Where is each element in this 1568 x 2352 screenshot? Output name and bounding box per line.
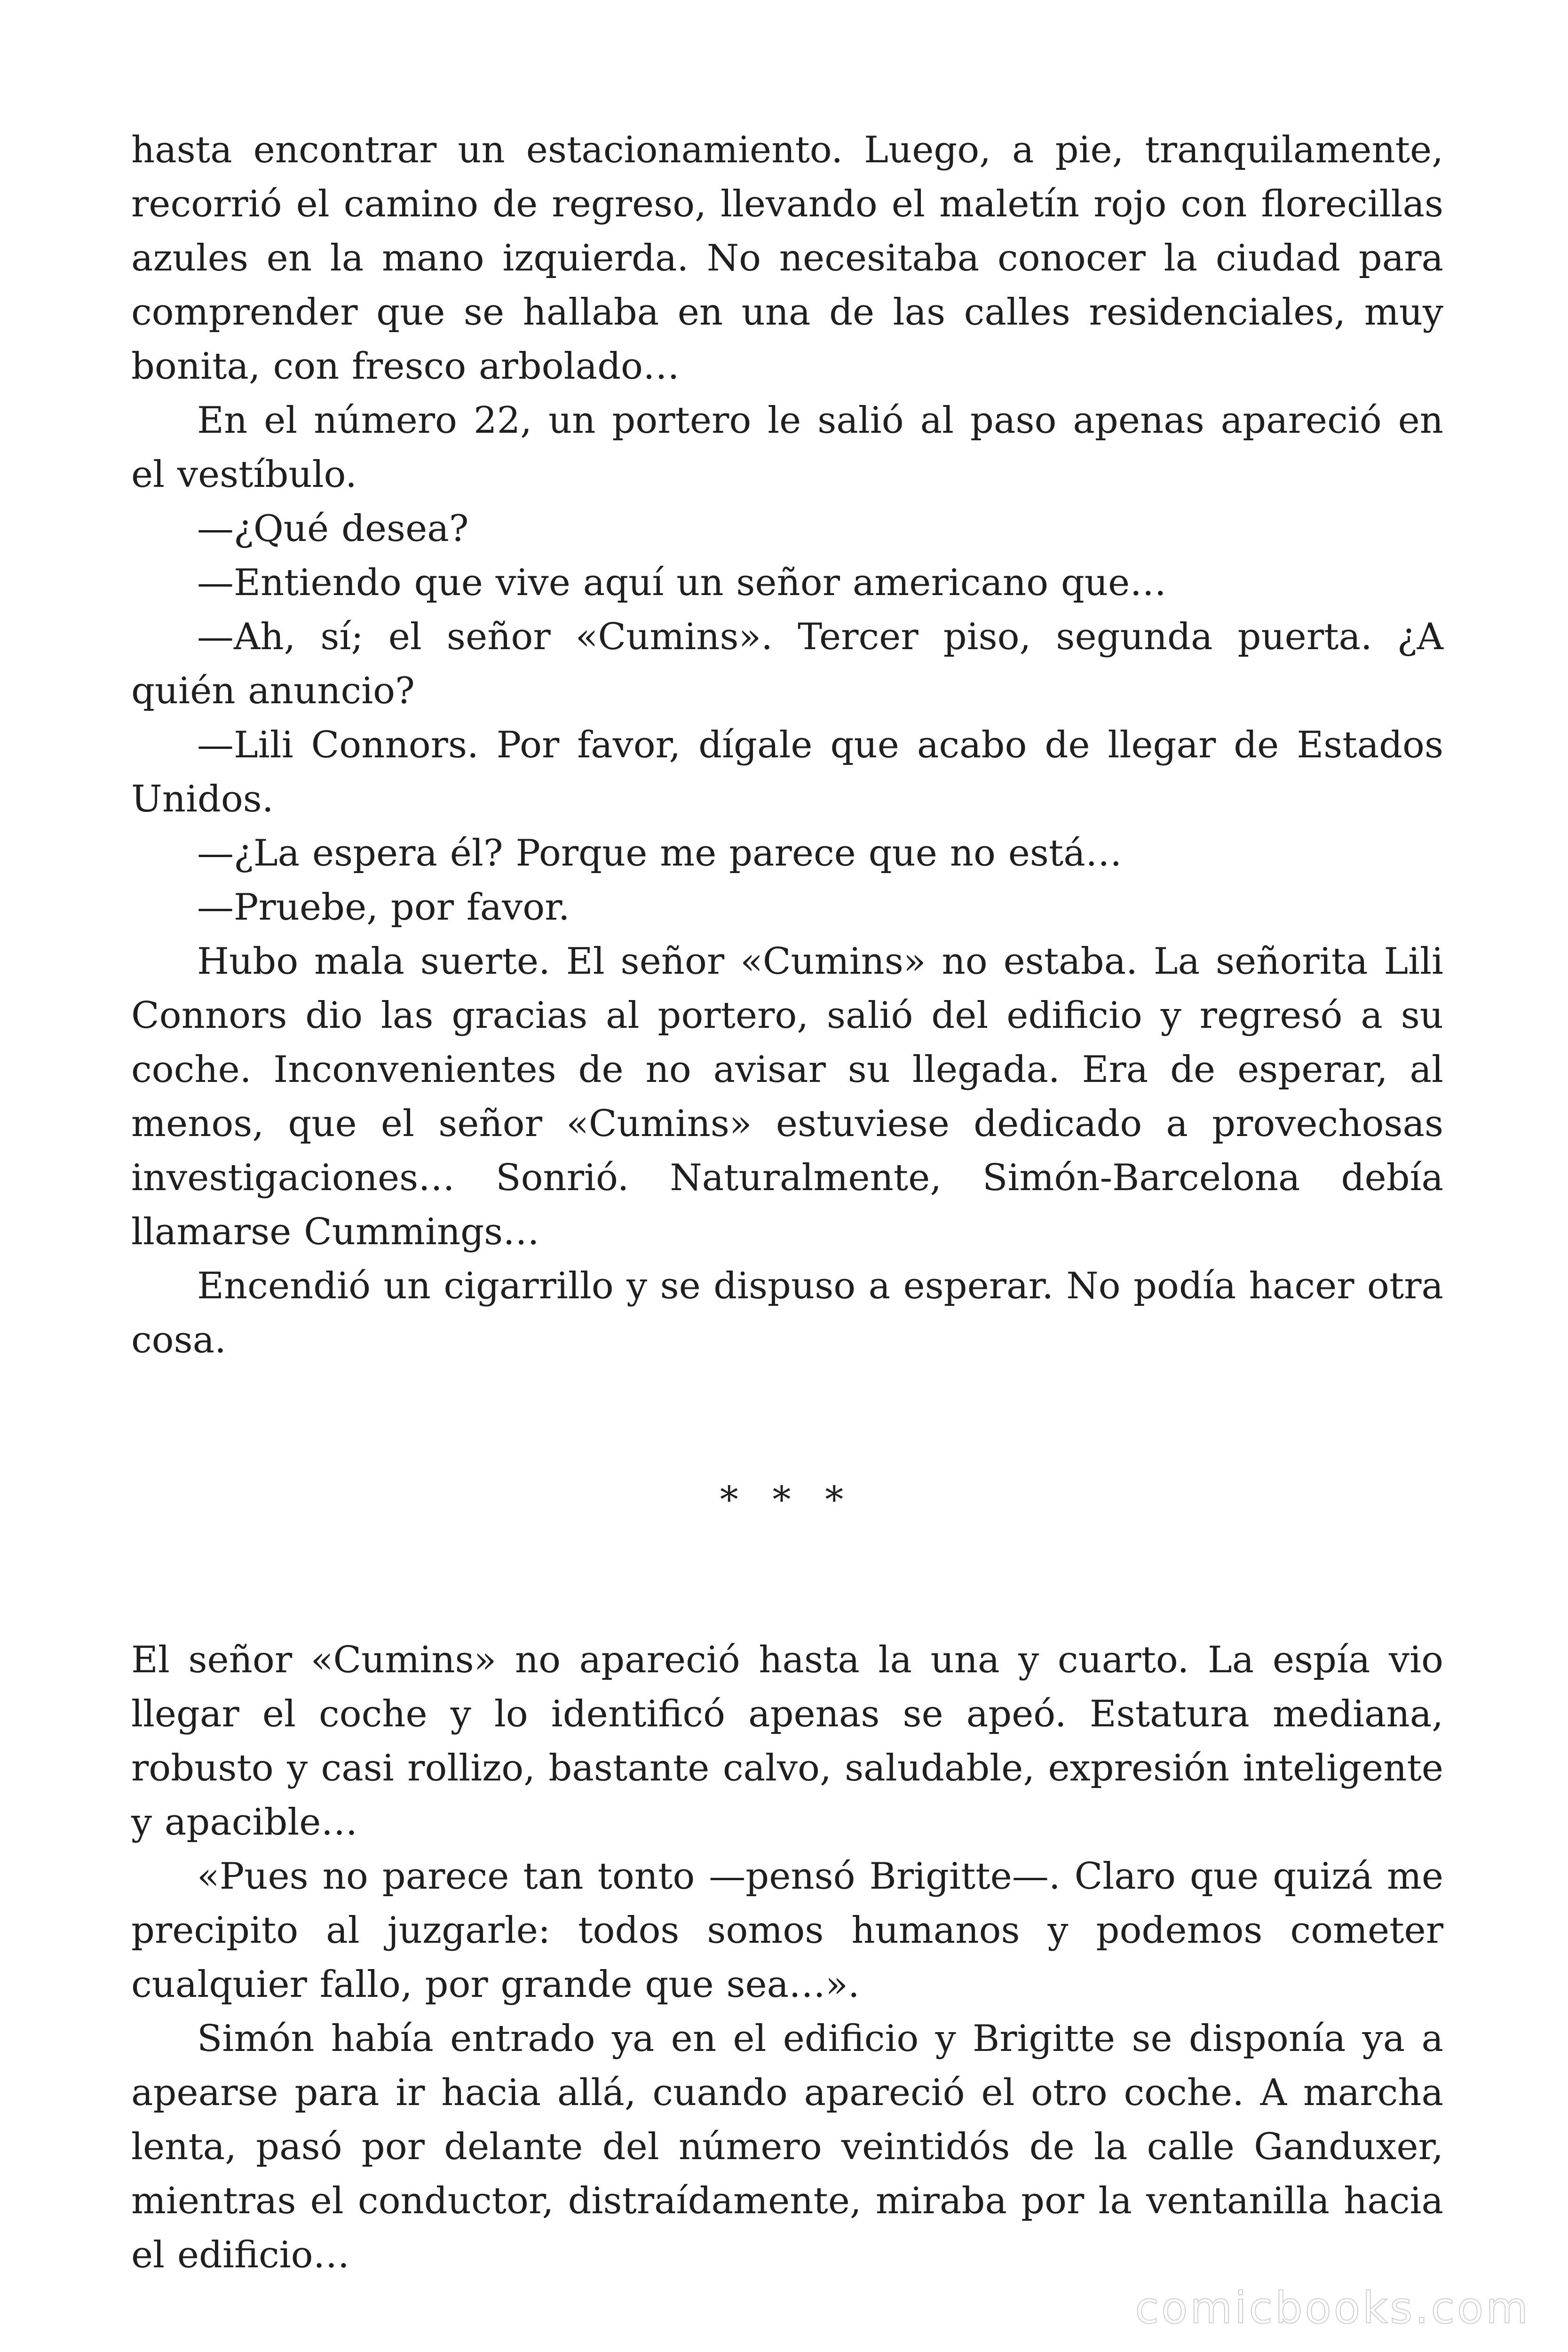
dialogue-line: —Pruebe, por favor. xyxy=(197,886,570,929)
paragraph: Encendió un cigarrillo y se dispuso a esperar. No podía hacer otra cosa. xyxy=(131,1265,1443,1361)
paragraph: En el número 22, un portero le salió al paso apenas apareció en el vestíbulo. xyxy=(131,399,1443,496)
section-after-break xyxy=(131,1633,1443,2282)
dialogue-line: —Lili Connors. Por favor, dígale que acabo de llegar de Estados Unidos. xyxy=(131,724,1443,820)
watermark: comicbooks.com xyxy=(1135,2283,1530,2333)
paragraph: hasta encontrar un estacionamiento. Luego, a pie, tranquilamente, recorrió el camino de regreso, llevando el maletín rojo con florecillas azules en la mano izquierda. No necesitaba conocer la ciudad para comprender que se hallaba en una de las calles residenciales, muy bonita, con fresco arbolado… xyxy=(131,129,1443,388)
dialogue-line: —¿Qué desea? xyxy=(197,508,469,550)
page-text xyxy=(131,123,1443,2282)
section-before-break xyxy=(131,123,1443,1367)
paragraph: «Pues no parece tan tonto —pensó Brigitte—. Claro que quizá me precipito al juzgarle: todos somos humanos y podemos cometer cualquier fallo, por grande que sea…». xyxy=(131,1855,1443,2006)
dialogue-line: —Entiendo que vive aquí un señor americano que… xyxy=(197,562,1167,604)
paragraph: Simón había entrado ya en el edificio y Brigitte se disponía ya a apearse para ir hacia allá, cuando apareció el otro coche. A marcha lenta, pasó por delante del número veintidós de la calle Ganduxer, mientras el conductor, distraídamente, miraba por la ventanilla hacia el edificio… xyxy=(131,2018,1443,2276)
dialogue-line: —¿La espera él? Porque me parece que no está… xyxy=(197,832,1122,874)
scene-separator: * * * xyxy=(720,1479,855,1521)
paragraph: El señor «Cumins» no apareció hasta la una y cuarto. La espía vio llegar el coche y lo identificó apenas se apeó. Estatura mediana, robusto y casi rollizo, bastante calvo, saludable, expresión inteligente y apacible… xyxy=(131,1639,1443,1843)
dialogue-line: —Ah, sí; el señor «Cumins». Tercer piso, segunda puerta. ¿A quién anuncio? xyxy=(131,616,1443,712)
paragraph: Hubo mala suerte. El señor «Cumins» no estaba. La señorita Lili Connors dio las gracias al portero, salió del edificio y regresó a su coche. Inconvenientes de no avisar su llegada. Era de esperar, al menos, que el señor «Cumins» estuviese dedicado a provechosas investigaciones… Sonrió. Naturalmente, Simón-Barcelona debía llamarse Cummings… xyxy=(131,940,1443,1253)
